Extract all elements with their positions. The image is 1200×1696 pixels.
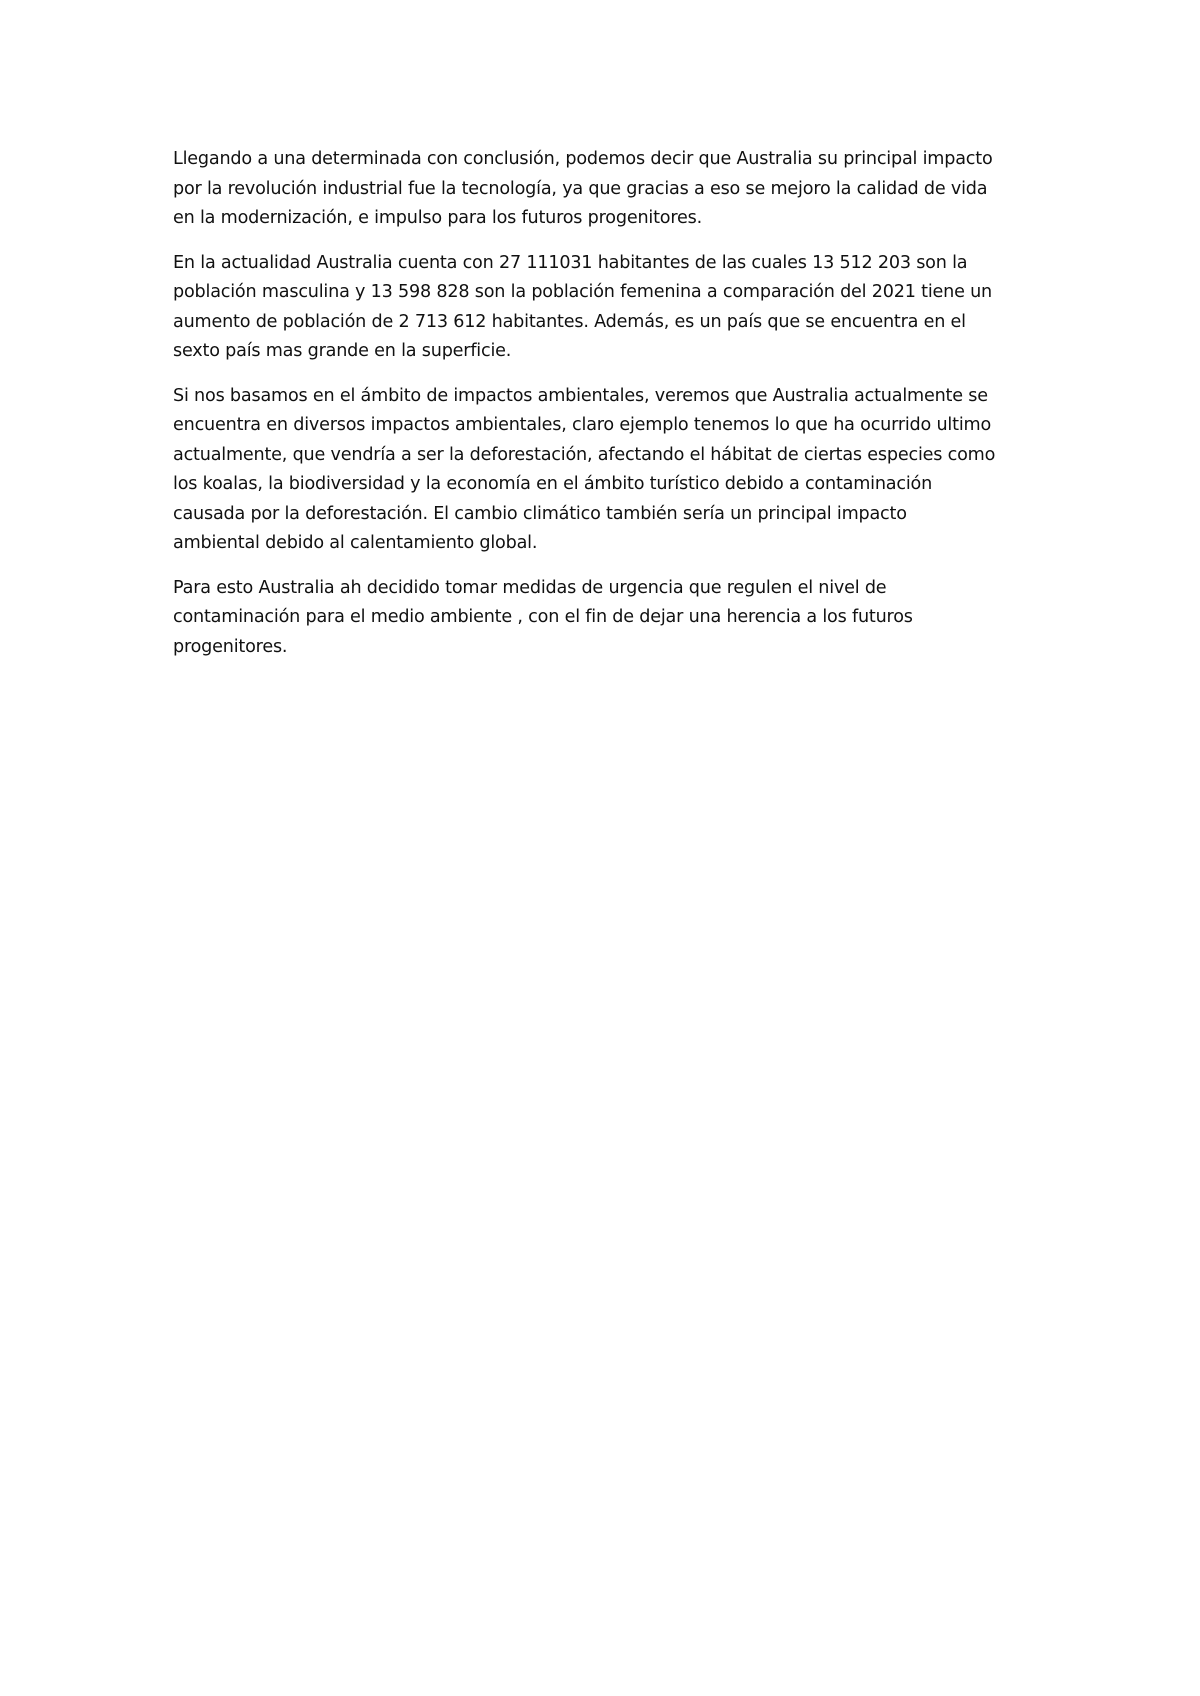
text-line: Llegando a una determinada con conclusión, podemos decir que Australia su principal impacto: [173, 149, 993, 169]
text-line: contaminación para el medio ambiente , con el fin de dejar una herencia a los futuros: [173, 607, 913, 627]
paragraph-population: [173, 249, 1043, 367]
text-line: los koalas, la biodiversidad y la economía en el ámbito turístico debido a contaminación: [173, 474, 933, 494]
text-line: En la actualidad Australia cuenta con 27 111031 habitantes de las cuales 13 512 203 son la: [173, 252, 968, 273]
paragraph-measures: [173, 574, 1043, 663]
text-line: Para esto Australia ah decidido tomar medidas de urgencia que regulen el nivel de: [173, 577, 887, 598]
text-line: actualmente, que vendría a ser la deforestación, afectando el hábitat de ciertas especies como: [173, 444, 996, 465]
text-line: aumento de población de 2 713 612 habitantes. Además, es un país que se encuentra en el: [173, 311, 966, 332]
text-line: población masculina y 13 598 828 son la población femenina a comparación del 2021 tiene un: [173, 282, 993, 302]
text-line: por la revolución industrial fue la tecnología, ya que gracias a eso se mejoro la calidad de vida: [173, 178, 988, 199]
text-line: Si nos basamos en el ámbito de impactos ambientales, veremos que Australia actualmente se: [173, 385, 988, 406]
text-line: en la modernización, e impulso para los futuros progenitores.: [173, 208, 702, 228]
document-body: [173, 145, 1043, 677]
paragraph-environmental-impacts: [173, 382, 1043, 559]
text-line: sexto país mas grande en la superficie.: [173, 341, 512, 361]
text-line: causada por la deforestación. El cambio climático también sería un principal impacto: [173, 503, 907, 524]
text-line: ambiental debido al calentamiento global.: [173, 533, 538, 553]
text-line: progenitores.: [173, 636, 288, 657]
paragraph-conclusion: [173, 145, 1043, 234]
text-line: encuentra en diversos impactos ambientales, claro ejemplo tenemos lo que ha ocurrido ultimo: [173, 415, 992, 435]
